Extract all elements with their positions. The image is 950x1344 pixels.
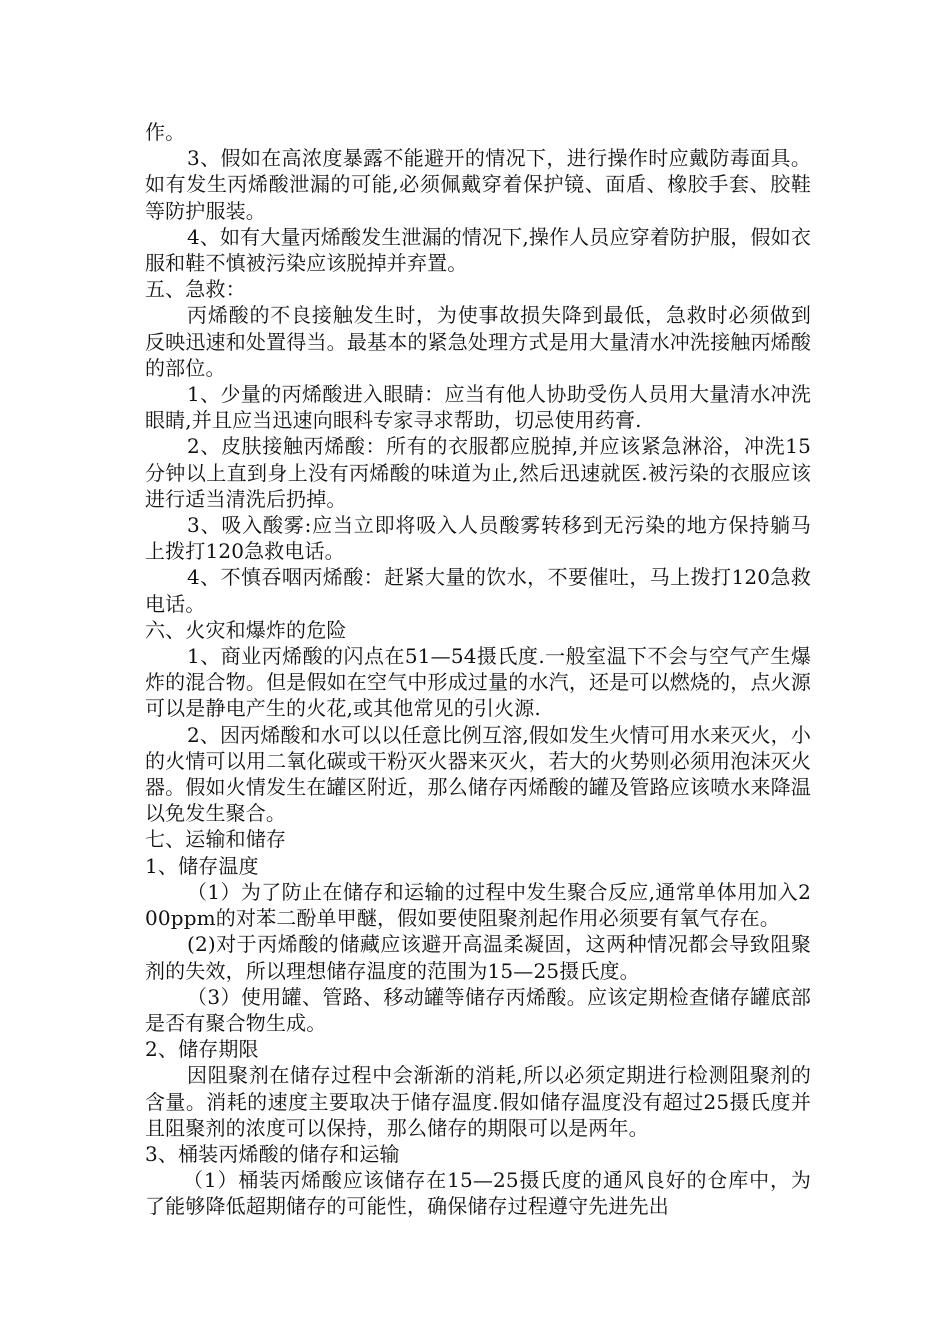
subheading-drum-storage: 3、桶装丙烯酸的储存和运输 [145,1141,400,1166]
paragraph-storage-temp-2: (2)对于丙烯酸的储藏应该避开高温柔凝固，这两种情况都会导致阻聚剂的失效，所以理想储存温度的范围为15—25摄氏度。 [145,932,811,983]
paragraph-protection-3: 3、假如在高浓度暴露不能避开的情况下，进行操作时应戴防毒面具。如有发生丙烯酸泄漏的可能,必须佩戴穿着保护镜、面盾、橡胶手套、胶鞋等防护服装。 [145,146,811,223]
section-heading-transport-storage: 七、运输和储存 [145,827,287,852]
paragraph-first-aid-intro: 丙烯酸的不良接触发生时，为使事故损失降到最低，急救时必须做到反映迅速和处置得当。最基本的紧急处理方式是用大量清水冲洗接触丙烯酸的部位。 [145,303,811,380]
paragraph-continuation: 作。 [145,120,186,144]
paragraph-storage-temp-1: （1）为了防止在储存和运输的过程中发生聚合反应,通常单体用加入200ppm的对苯二酚单甲醚，假如要使阻聚剂起作用必须要有氧气存在。 [145,879,811,931]
paragraph-first-aid-skin: 2、皮肤接触丙烯酸：所有的衣服都应脱掉,并应该紧急淋浴，冲洗15分钟以上直到身上没有丙烯酸的味道为止,然后迅速就医.被污染的衣服应该进行适当清洗后扔掉。 [145,434,811,511]
section-heading-first-aid: 五、急救： [145,277,246,302]
paragraph-storage-period: 因阻聚剂在储存过程中会渐渐的消耗,所以必须定期进行检测阻聚剂的含量。消耗的速度主要取决于储存温度.假如储存温度没有超过25摄氏度并且阻聚剂的浓度可以保持，那么储存的期限可以是两年。 [145,1063,811,1140]
document-body [145,119,811,1220]
paragraph-fire-1: 1、商业丙烯酸的闪点在51—54摄氏度.一般室温下不会与空气产生爆炸的混合物。但是假如在空气中形成过量的水汽，还是可以燃烧的，点火源可以是静电产生的火花,或其他常见的引火源. [145,644,811,721]
paragraph-protection-4: 4、如有大量丙烯酸发生泄漏的情况下,操作人员应穿着防护服，假如衣服和鞋不慎被污染应该脱掉并弃置。 [145,224,811,276]
section-heading-fire: 六、火灾和爆炸的危险 [145,617,347,642]
paragraph-drum-storage-1: （1）桶装丙烯酸应该储存在15—25摄氏度的通风良好的仓库中，为了能够降低超期储存的可能性，确保储存过程遵守先进先出 [145,1168,811,1219]
paragraph-storage-temp-3: （3）使用罐、管路、移动罐等储存丙烯酸。应该定期检查储存罐底部是否有聚合物生成。 [145,984,811,1035]
paragraph-first-aid-swallow: 4、不慎吞咽丙烯酸：赶紧大量的饮水，不要催吐，马上拨打120急救电话。 [145,565,811,616]
subheading-storage-temperature: 1、储存温度 [145,853,259,878]
paragraph-first-aid-inhalation: 3、吸入酸雾:应当立即将吸入人员酸雾转移到无污染的地方保持躺马上拨打120急救电话。 [145,513,811,564]
paragraph-fire-2: 2、因丙烯酸和水可以以任意比例互溶,假如发生火情可用水来灭火，小的火情可以用二氧化碳或干粉灭火器来灭火，若大的火势则必须用泡沫灭火器。假如火情发生在罐区附近，那么储存丙烯酸的罐及管路应该喷水来降温以免发生聚合。 [145,722,811,826]
paragraph-first-aid-eyes: 1、少量的丙烯酸进入眼睛：应当有他人协助受伤人员用大量清水冲洗眼睛,并且应当迅速向眼科专家寻求帮助，切忌使用药膏. [145,382,811,433]
subheading-storage-period: 2、储存期限 [145,1037,259,1062]
